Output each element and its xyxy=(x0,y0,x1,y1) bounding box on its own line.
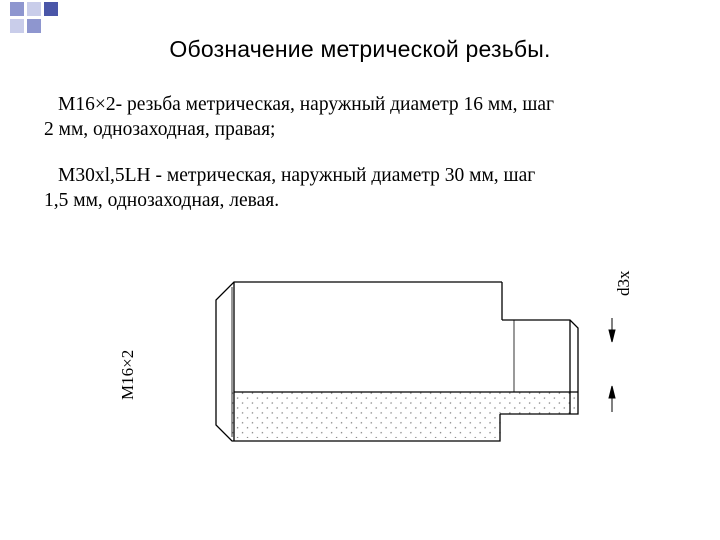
paragraph-m30-line2: 1,5 мм, однозаходная, левая. xyxy=(44,190,280,211)
section-hatch xyxy=(232,392,578,438)
right-dimension-label: d3x xyxy=(614,270,633,296)
paragraph-m16-line2: 2 мм, однозаходная, правая; xyxy=(44,119,276,140)
left-dimension-label: М16×2 xyxy=(118,349,137,400)
paragraph-m16-line1: М16×2- резьба метрическая, наружный диаметр 16 мм, шаг xyxy=(58,94,555,115)
paragraph-m30-line1: М30хl,5LH - метрическая, наружный диаметр 30 мм, шаг xyxy=(58,165,536,186)
slide-title: Обозначение метрической резьбы. xyxy=(169,36,551,62)
dimension-arrows xyxy=(609,318,615,412)
